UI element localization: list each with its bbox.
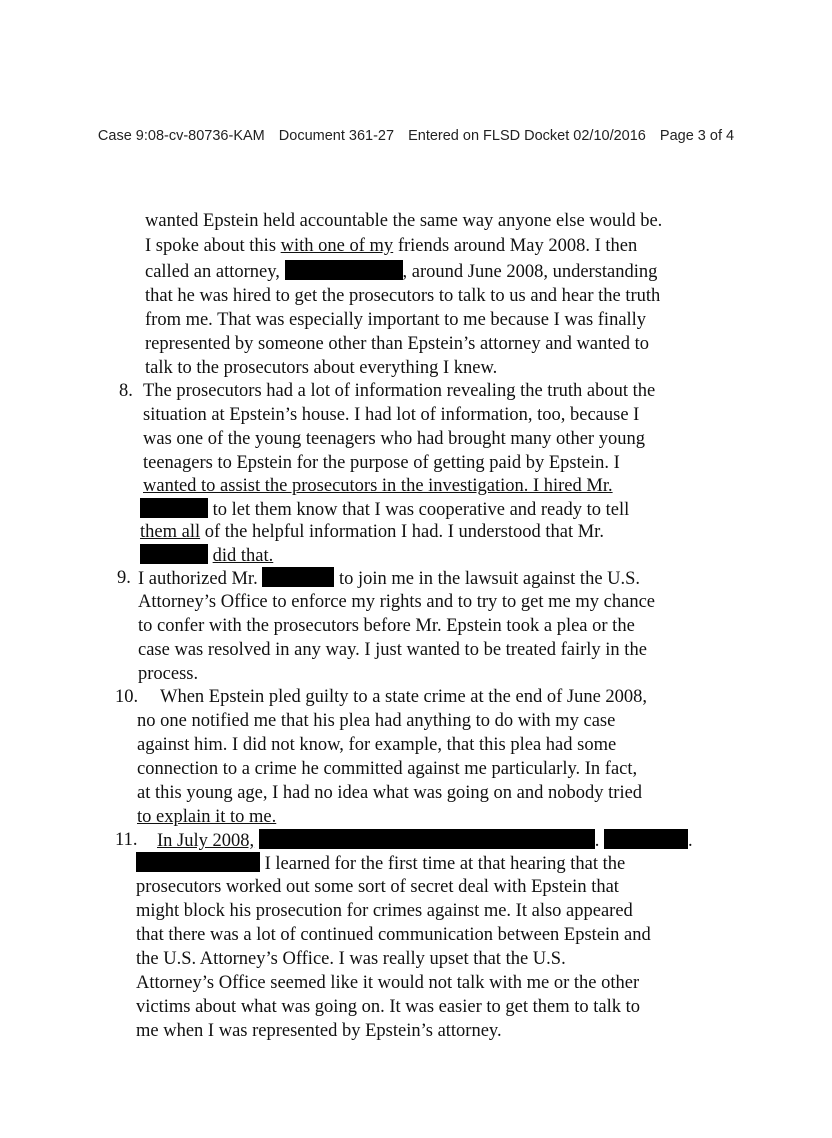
page-number: Page 3 of 4 — [659, 128, 735, 144]
paragraph-number: 11. — [115, 830, 138, 850]
text-line: them all of the helpful information I had. I understood that Mr. — [140, 522, 604, 542]
text-line: that he was hired to get the prosecutors to talk to us and hear the truth — [145, 286, 661, 306]
text-line: When Epstein pled guilty to a state crime at the end of June 2008, — [160, 687, 648, 707]
text-line: to let them know that I was cooperative and ready to tell — [140, 498, 629, 523]
case-number: Case 9:08-cv-80736-KAM — [97, 128, 265, 144]
paragraph-number: 10. — [115, 687, 139, 707]
text-line: wanted to assist the prosecutors in the investigation. I hired Mr. — [143, 476, 613, 496]
text-line: case was resolved in any way. I just wanted to be treated fairly in the — [138, 640, 647, 660]
text-line: prosecutors worked out some sort of secret deal with Epstein that — [136, 877, 619, 897]
document-number: Document 361-27 — [278, 128, 395, 144]
text-line: that there was a lot of continued communication between Epstein and — [136, 925, 651, 945]
text-line: process. — [138, 664, 199, 684]
page-header — [0, 128, 832, 144]
text-line: at this young age, I had no idea what was going on and nobody tried — [137, 783, 643, 803]
text-line: me when I was represented by Epstein’s attorney. — [136, 1021, 502, 1041]
paragraph-number: 9. — [117, 568, 131, 588]
redaction-block — [140, 498, 208, 518]
text-line: from me. That was especially important to me because I was finally — [145, 310, 647, 330]
text-line: against him. I did not know, for example, that this plea had some — [137, 735, 617, 755]
text-line: no one notified me that his plea had anything to do with my case — [137, 711, 616, 731]
text-line: victims about what was going on. It was easier to get them to talk to — [136, 997, 641, 1017]
text-line: was one of the young teenagers who had brought many other young — [143, 429, 645, 449]
text-line: Attorney’s Office to enforce my rights and to try to get me my chance — [138, 592, 655, 612]
text-line: Attorney’s Office seemed like it would not talk with me or the other — [136, 973, 640, 993]
text-line: The prosecutors had a lot of information revealing the truth about the — [143, 381, 656, 401]
redaction-block — [262, 567, 334, 587]
text-line: to explain it to me. — [137, 807, 277, 827]
text-line: I learned for the first time at that hearing that the — [136, 852, 625, 877]
text-line: represented by someone other than Epstein’s attorney and wanted to — [145, 334, 649, 354]
text-line: teenagers to Epstein for the purpose of getting paid by Epstein. I — [143, 453, 620, 473]
redaction-block — [285, 260, 403, 280]
text-line: did that. — [140, 544, 273, 569]
redaction-block — [136, 852, 260, 872]
text-line: called an attorney, , around June 2008, understanding — [145, 262, 658, 282]
text-line: wanted Epstein held accountable the same way anyone else would be. — [145, 211, 663, 231]
text-line: I spoke about this with one of my friends around May 2008. I then — [145, 236, 638, 256]
redaction-block — [140, 544, 208, 564]
text-line: might block his prosecution for crimes against me. It also appeared — [136, 901, 633, 921]
text-line: situation at Epstein’s house. I had lot of information, too, because I — [143, 405, 640, 425]
redaction-block — [259, 829, 595, 849]
text-line: connection to a crime he committed against me particularly. In fact, — [137, 759, 638, 779]
text-line: to confer with the prosecutors before Mr. Epstein took a plea or the — [138, 616, 635, 636]
text-line: I authorized Mr. to join me in the lawsuit against the U.S. — [138, 569, 641, 589]
text-line: the U.S. Attorney’s Office. I was really upset that the U.S. — [136, 949, 566, 969]
text-line: talk to the prosecutors about everything I knew. — [145, 358, 498, 378]
redaction-block — [604, 829, 688, 849]
text-line: In July 2008, . . — [157, 831, 693, 851]
docket-entry: Entered on FLSD Docket 02/10/2016 — [408, 128, 646, 144]
paragraph-number: 8. — [119, 381, 133, 401]
